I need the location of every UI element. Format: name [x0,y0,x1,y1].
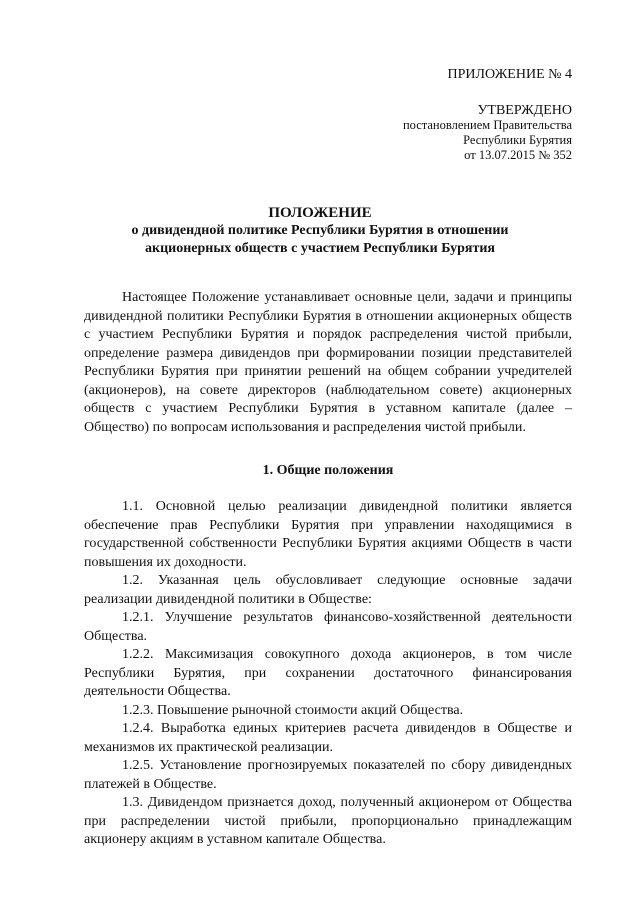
republic-line: Республики Бурятия [463,133,572,147]
section-1-heading: 1. Общие положения [262,463,394,478]
item-1-2-1: 1.2.1. Улучшение результатов финансово-хозяйственной деятельности Общества. [84,610,572,644]
intro-paragraph: Настоящее Положение устанавливает основные цели, задачи и принципы дивидендной политики Республики Бурятия в отношении акционерных обществ с участием Республики Бурятия и порядок распределения чистой прибыли, определение размера дивидендов при формировании позиции представителей Республики Бурятия при принятии решений на общем собрании учредителей (акционеров), на совете директоров (наблюдательном совете) акционерных обществ с участием Республики Бурятия в уставном капитале (далее – Общество) по вопросам использования и распределения чистой прибыли. [84,290,572,435]
approval-header [403,66,572,163]
resolution-line: постановлением Правительства [402,118,572,132]
item-1-2-2: 1.2.2. Максимизация совокупного дохода акционеров, в том числе Республики Бурятия, при сохранении достаточного финансирования деятельности Общества. [84,647,572,699]
item-1-3: 1.3. Дивидендом признается доход, полученный акционером от Общества при распределении чистой прибыли, пропорционально принадлежащим акционеру акциям в уставном капитале Общества. [84,795,572,847]
appendix-number: ПРИЛОЖЕНИЕ № 4 [447,67,572,82]
item-1-2-3: 1.2.3. Повышение рыночной стоимости акций Общества. [122,702,464,718]
section-1-items [84,498,572,850]
title-line-1: о дивидендной политике Республики Бурятия в отношении [131,223,509,238]
item-1-2: 1.2. Указанная цель обусловливает следующие основные задачи реализации дивидендной политики в Обществе: [84,573,572,607]
item-1-2-4: 1.2.4. Выработка единых критериев расчета дивидендов в Обществе и механизмов их практической реализации. [84,721,572,755]
item-1-1: 1.1. Основной целью реализации дивидендной политики является обеспечение прав Республики Бурятия при управлении находящимися в государственной собственности Республики Бурятия акциями Обществ в части повышения их доходности. [84,499,572,570]
date-number-line: от 13.07.2015 № 352 [464,148,572,162]
approved-label: УТВЕРЖДЕНО [477,103,572,118]
document-title [60,205,580,258]
intro-paragraph-block [84,289,572,437]
title-main: ПОЛОЖЕНИЕ [268,205,372,221]
title-line-2: акционерных обществ с участием Республики Бурятия [145,241,495,256]
item-1-2-5: 1.2.5. Установление прогнозируемых показателей по сбору дивидендных платежей в Обществе. [84,758,572,792]
